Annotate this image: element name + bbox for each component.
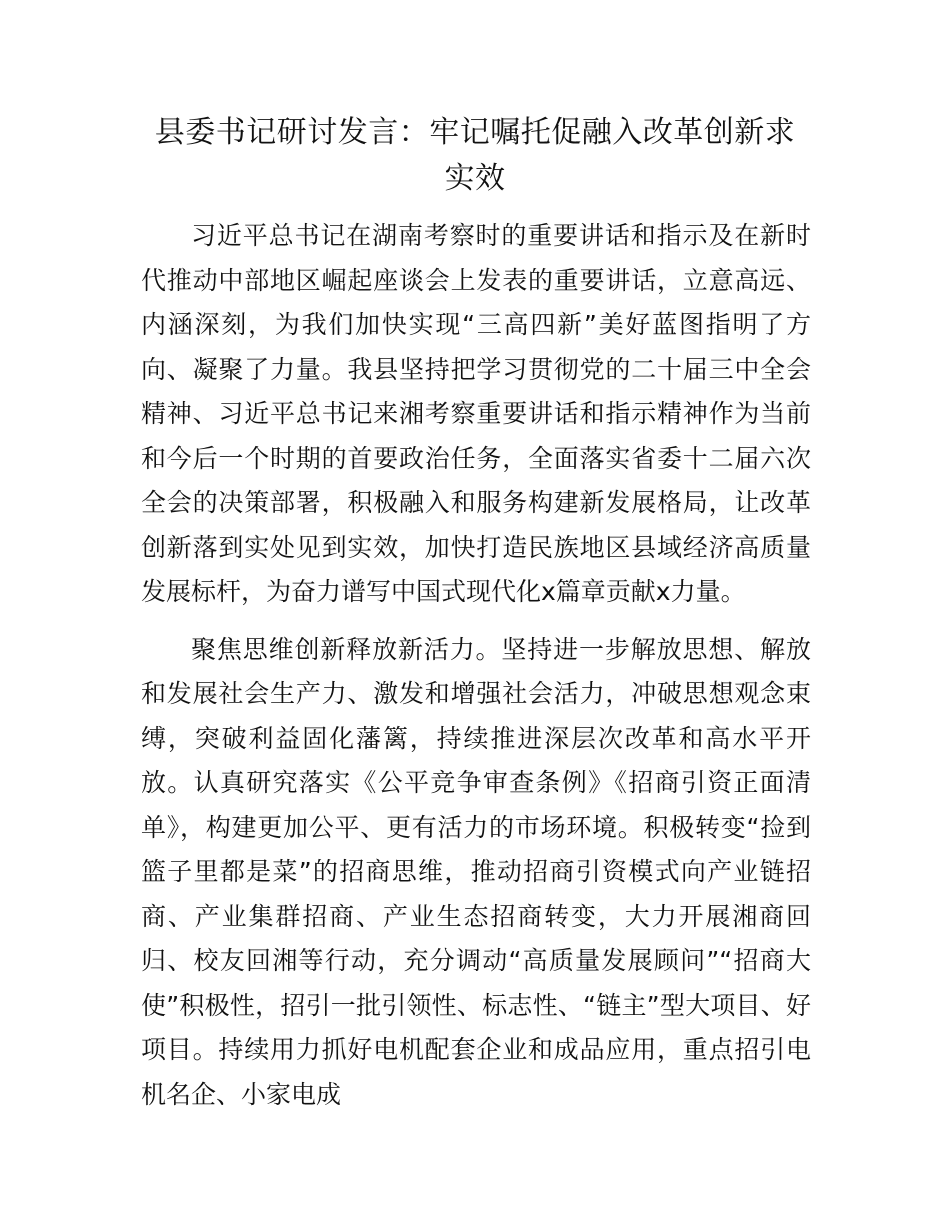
document-body xyxy=(141,214,811,1117)
document-title: 县委书记研讨发言：牢记嘱托促融入改革创新求实效 xyxy=(154,115,796,196)
paragraph-intro: 习近平总书记在湖南考察时的重要讲话和指示及在新时代推动中部地区崛起座谈会上发表的重要讲话，立意高远、内涵深刻，为我们加快实现“三高四新”美好蓝图指明了方向、凝聚了力量。我县坚持把学习贯彻党的二十届三中全会精神、习近平总书记来湘考察重要讲话和指示精神作为当前和今后一个时期的首要政治任务，全面落实省委十二届六次全会的决策部署，积极融入和服务构建新发展格局，让改革创新落到实处见到实效，加快打造民族地区县域经济高质量发展标杆，为奋力谱写中国式现代化x篇章贡献x力量。 xyxy=(141,221,811,606)
paragraph-thinking-innovation: 聚焦思维创新释放新活力。坚持进一步解放思想、解放和发展社会生产力、激发和增强社会活力，冲破思想观念束缚，突破利益固化藩篱，持续推进深层次改革和高水平开放。认真研究落实《公平竞争审查条例》《招商引资正面清单》，构建更加公平、更有活力的市场环境。积极转变“捡到篮子里都是菜”的招商思维，推动招商引资模式向产业链招商、产业集群招商、产业生态招商转变，大力开展湘商回归、校友回湘等行动，充分调动“高质量发展顾问”“招商大使”积极性，招引一批引领性、标志性、“链主”型大项目、好项目。持续用力抓好电机配套企业和成品应用，重点招引电机名企、小家电成 xyxy=(141,634,811,1109)
